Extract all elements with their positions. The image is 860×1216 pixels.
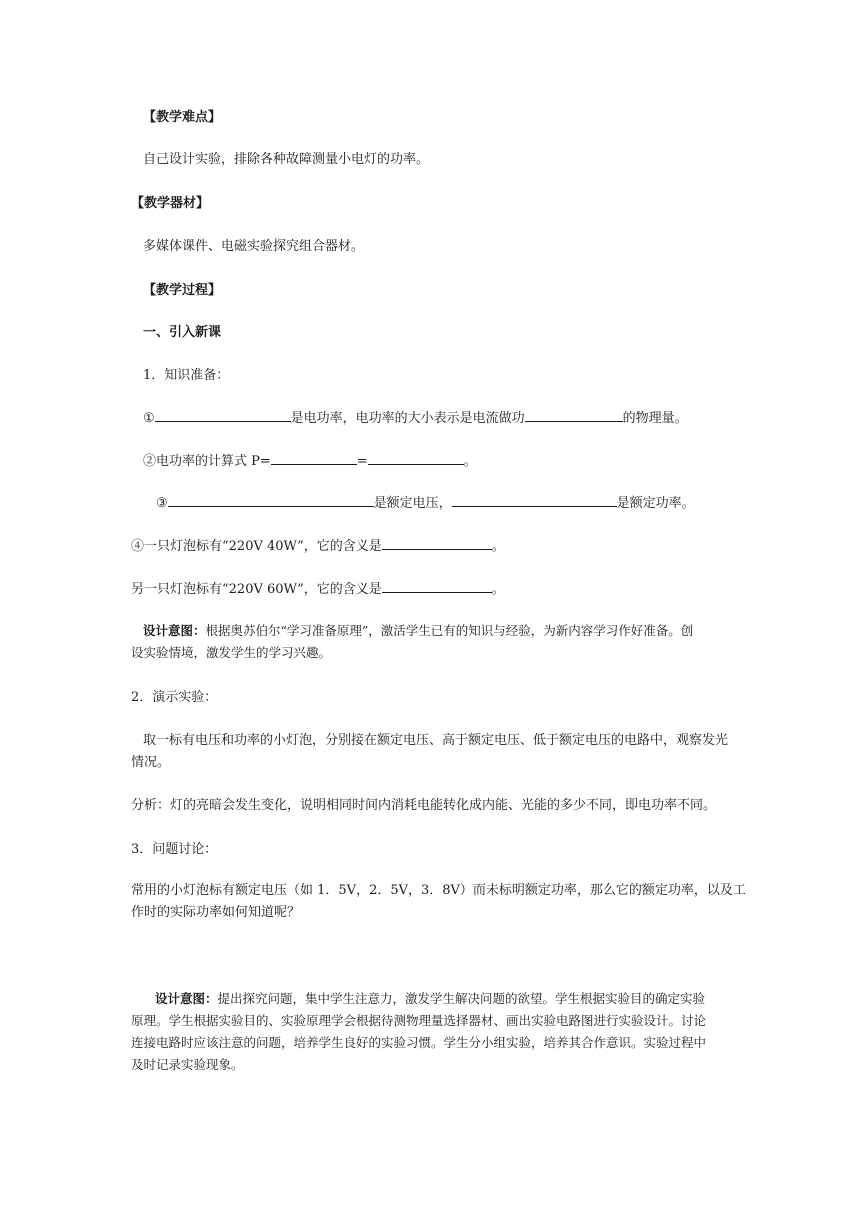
item-knowledge-prep: 1．知识准备： [143,368,230,383]
q1-mid: 是电功率，电功率的大小表示是电流做功 [290,411,525,426]
discussion-text [131,880,746,924]
question-3 [156,494,695,514]
design-intent-2-label: 设计意图： [155,991,218,1006]
discussion-line2: 作时的实际功率如何知道呢？ [131,905,301,920]
q3-suffix: 是额定功率。 [616,496,695,511]
q1-blank-2[interactable] [525,409,623,422]
heading-teaching-process: 【教学过程】 [143,283,222,298]
analysis-text: 分析：灯的亮暗会发生变化，说明相同时间内消耗电能转化成内能、光能的多少不同，即电功率不同。 [131,798,717,813]
design-intent-1-line2: 设实验情境，激发学生的学习兴趣。 [131,645,332,660]
q1-suffix: 的物理量。 [622,411,688,426]
q3-blank-1[interactable] [168,494,374,507]
equipment-text: 多媒体课件、电磁实验探究组合器材。 [143,239,365,254]
item-problem-discussion: 3．问题讨论： [131,842,218,857]
design-intent-2-line3: 连接电路时应该注意的问题，培养学生良好的实验习惯。学生分小组实验，培养其合作意识。实验过程中 [131,1035,707,1050]
q3-blank-2[interactable] [452,494,617,507]
q4-suffix: 。 [491,539,505,554]
q2-blank-2[interactable] [368,452,464,465]
demo-description [131,730,728,774]
heading-teaching-difficulty: 【教学难点】 [143,110,222,125]
q2-mid: = [356,454,368,469]
q1-blank-1[interactable] [155,409,291,422]
design-intent-2-line4: 及时记录实验现象。 [131,1057,244,1072]
question-5 [131,580,505,600]
q2-blank-1[interactable] [271,452,357,465]
q5-suffix: 。 [491,582,505,597]
design-intent-1 [131,620,694,664]
question-4 [131,537,505,557]
design-intent-1-label: 设计意图： [143,623,206,638]
difficulty-text: 自己设计实验，排除各种故障测量小电灯的功率。 [143,152,430,167]
design-intent-1-line1: 根据奥苏伯尔“学习准备原理”，激活学生已有的知识与经验，为新内容学习作好准备。创 [205,623,694,638]
q2-prefix: ②电功率的计算式 P= [143,454,271,469]
q5-prefix: 另一只灯泡标有“220V 60W”，它的含义是 [131,582,382,597]
q1-prefix: ① [143,411,155,426]
q3-prefix: ③ [156,496,168,511]
section-title-intro: 一、引入新课 [143,325,222,340]
q4-blank[interactable] [382,537,492,550]
design-intent-2 [131,988,706,1076]
q5-blank[interactable] [382,580,492,593]
item-demo-experiment: 2．演示实验： [131,690,218,705]
design-intent-2-line1: 提出探究问题，集中学生注意力，激发学生解决问题的欲望。学生根据实验目的确定实验 [217,991,706,1006]
demo-line1: 取一标有电压和功率的小灯泡，分别接在额定电压、高于额定电压、低于额定电压的电路中，观察发光 [143,733,729,748]
question-1 [143,409,688,429]
demo-line2: 情况。 [131,755,171,770]
question-2 [143,452,477,472]
design-intent-2-line2: 原理。学生根据实验目的、实验原理学会根据待测物理量选择器材、画出实验电路图进行实验设计。讨论 [131,1013,707,1028]
q4-prefix: ④一只灯泡标有“220V 40W”，它的含义是 [131,539,382,554]
discussion-line1: 常用的小灯泡标有额定电压（如 1．5V，2．5V，3．8V）而未标明额定功率，那么它的额定功率，以及工 [131,883,746,898]
q2-suffix: 。 [463,454,477,469]
heading-teaching-equipment: 【教学器材】 [131,196,210,211]
q3-mid: 是额定电压， [373,496,452,511]
